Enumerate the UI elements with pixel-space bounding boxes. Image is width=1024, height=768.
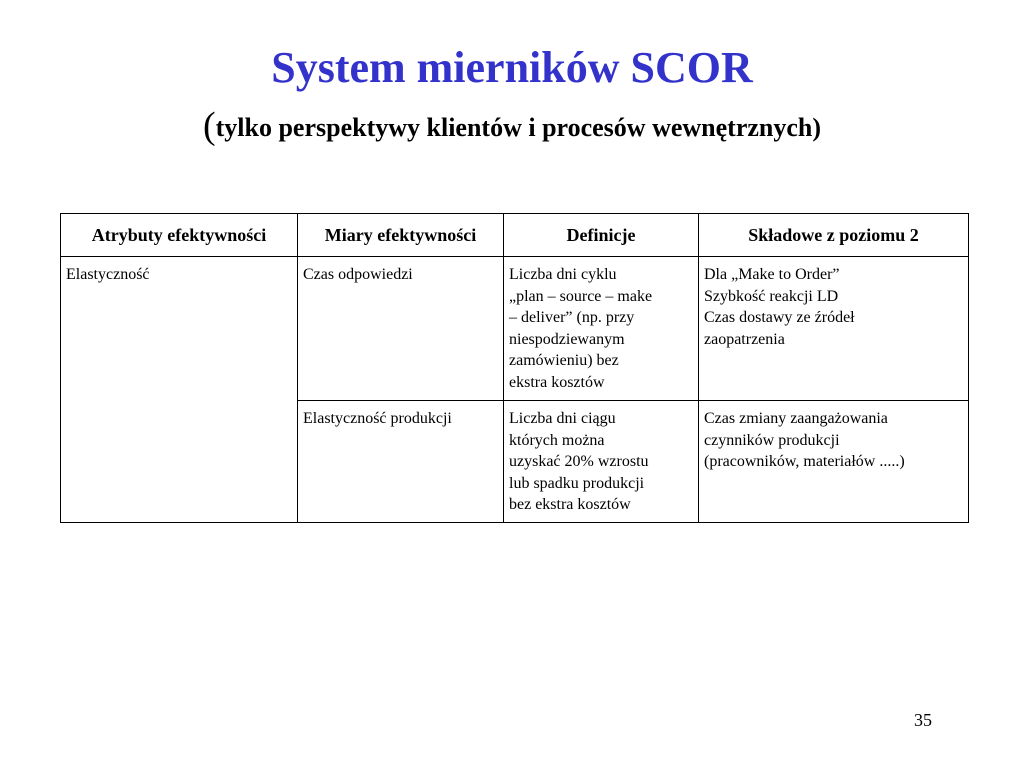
- header-level2-components: Składowe z poziomu 2: [699, 214, 969, 257]
- component-line: Czas dostawy ze źródeł: [704, 309, 855, 326]
- component-line: Szybkość reakcji LD: [704, 287, 839, 305]
- definition-line: Liczba dni ciągu: [509, 410, 616, 427]
- header-attributes: Atrybuty efektywności: [61, 214, 298, 257]
- components-cell: [699, 401, 969, 523]
- component-line: Dla „Make to Order”: [704, 266, 840, 283]
- definition-line: niespodziewanym: [509, 330, 625, 348]
- scor-metrics-table: [60, 213, 969, 523]
- definition-line: których można: [509, 431, 605, 449]
- definition-line: uzyskać 20% wzrostu: [509, 453, 649, 470]
- definition-line: bez ekstra kosztów: [509, 496, 631, 513]
- definition-line: lub spadku produkcji: [509, 474, 645, 492]
- definition-line: Liczba dni cyklu: [509, 266, 617, 283]
- subtitle-open-paren: (: [202, 105, 216, 147]
- component-line: zaopatrzenia: [704, 330, 785, 348]
- definition-line: ekstra kosztów: [509, 373, 605, 391]
- table-header-row: [61, 214, 969, 257]
- component-line: Czas zmiany zaangażowania: [704, 410, 888, 427]
- definition-line: zamówieniu) bez: [509, 352, 619, 369]
- definition-line: – deliver” (np. przy: [509, 309, 635, 326]
- components-cell: [699, 257, 969, 401]
- slide-title: System mierników SCOR: [271, 43, 753, 92]
- measure-cell: Elastyczność produkcji: [298, 401, 504, 523]
- component-line: (pracowników, materiałów .....): [704, 453, 905, 470]
- header-definitions: Definicje: [504, 214, 699, 257]
- definition-line: „plan – source – make: [509, 287, 653, 305]
- measure-cell: Czas odpowiedzi: [298, 257, 504, 401]
- component-line: czynników produkcji: [704, 431, 840, 449]
- header-measures: Miary efektywności: [298, 214, 504, 257]
- definition-cell: [504, 257, 699, 401]
- definition-cell: [504, 401, 699, 523]
- page-number: 35: [914, 710, 932, 730]
- slide-subtitle: [0, 104, 1024, 150]
- attribute-cell: Elastyczność: [61, 257, 298, 523]
- table-row: [61, 257, 969, 401]
- subtitle-text: tylko perspektywy klientów i procesów wewnętrznych): [215, 113, 822, 142]
